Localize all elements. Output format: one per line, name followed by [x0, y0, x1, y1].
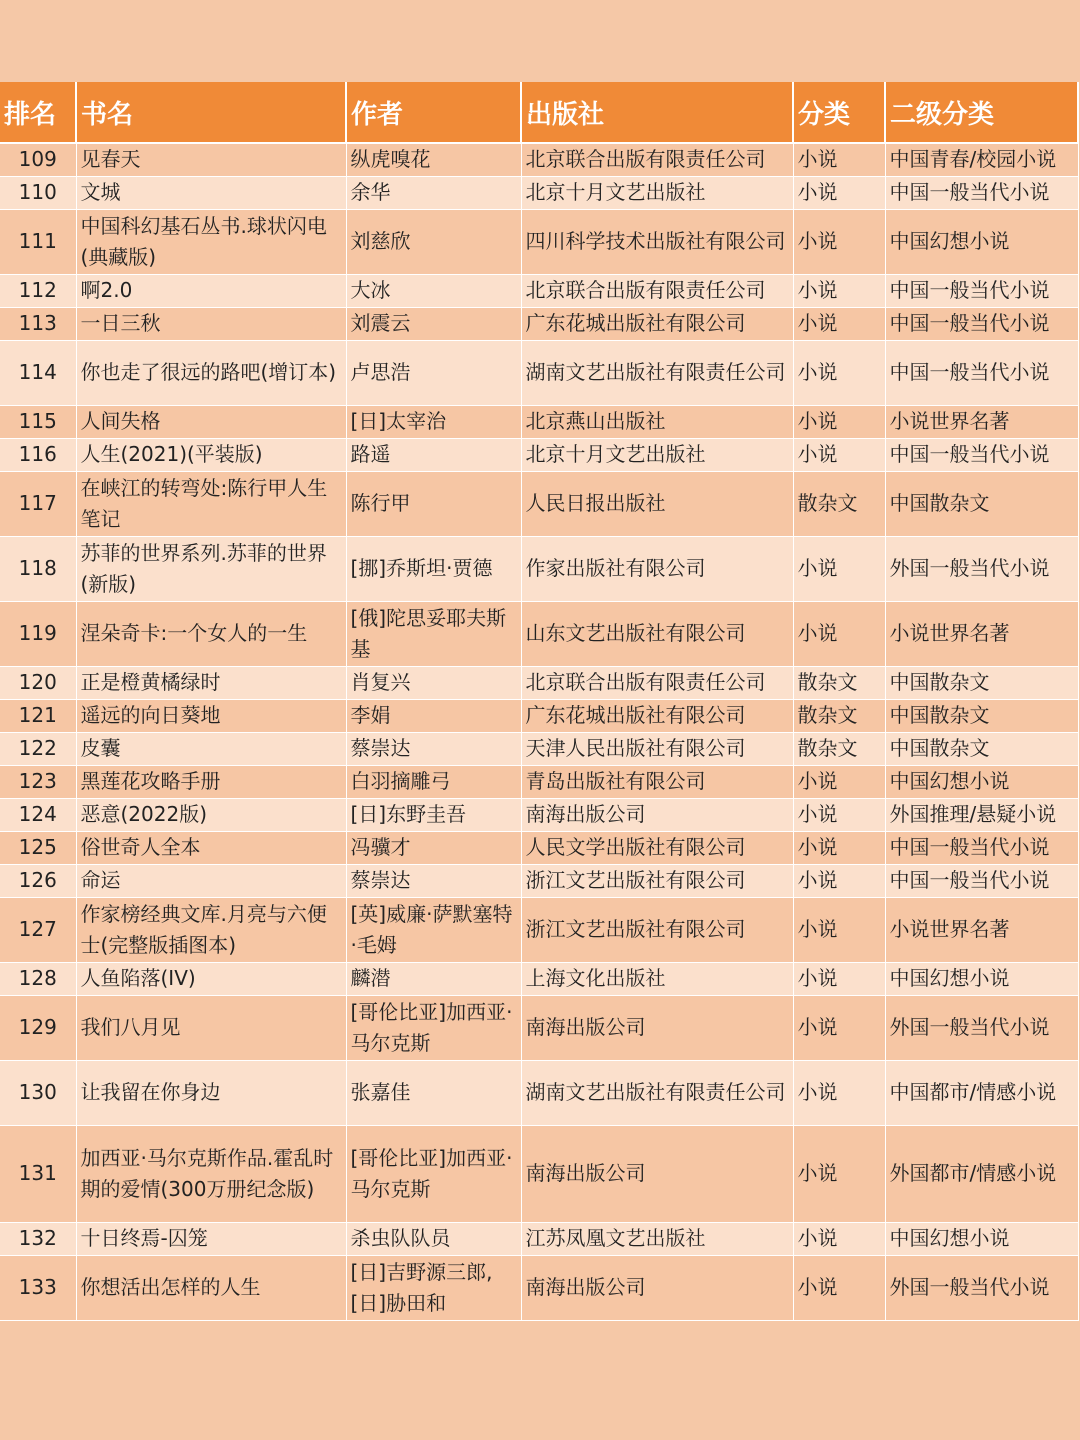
title-cell: 皮囊 [76, 732, 346, 765]
subcategory-cell: 小说世界名著 [885, 405, 1078, 438]
rank-cell: 133 [0, 1255, 76, 1320]
category-cell: 小说 [793, 209, 885, 274]
author-cell: [哥伦比亚]加西亚·马尔克斯 [346, 1125, 521, 1222]
publisher-cell: 北京十月文艺出版社 [521, 438, 793, 471]
category-cell: 小说 [793, 1125, 885, 1222]
category-cell: 小说 [793, 438, 885, 471]
table-row [0, 798, 1078, 831]
rank-cell: 111 [0, 209, 76, 274]
table-row [0, 1060, 1078, 1125]
rank-cell: 132 [0, 1222, 76, 1255]
subcategory-cell: 中国一般当代小说 [885, 340, 1078, 405]
table-row [0, 274, 1078, 307]
category-cell: 小说 [793, 340, 885, 405]
category-cell: 小说 [793, 1222, 885, 1255]
title-cell: 苏菲的世界系列.苏菲的世界(新版) [76, 536, 346, 601]
publisher-cell: 南海出版公司 [521, 995, 793, 1060]
table-row [0, 897, 1078, 962]
category-cell: 小说 [793, 176, 885, 209]
rank-cell: 125 [0, 831, 76, 864]
publisher-cell: 青岛出版社有限公司 [521, 765, 793, 798]
subcategory-cell: 中国散杂文 [885, 732, 1078, 765]
title-cell: 啊2.0 [76, 274, 346, 307]
book-ranking-table [0, 82, 1079, 1321]
author-cell: 路遥 [346, 438, 521, 471]
rank-cell: 124 [0, 798, 76, 831]
rank-cell: 110 [0, 176, 76, 209]
subcategory-cell: 中国一般当代小说 [885, 438, 1078, 471]
rank-cell: 129 [0, 995, 76, 1060]
table-row [0, 765, 1078, 798]
publisher-cell: 北京联合出版有限责任公司 [521, 666, 793, 699]
rank-cell: 109 [0, 143, 76, 176]
rank-cell: 131 [0, 1125, 76, 1222]
publisher-cell: 湖南文艺出版社有限责任公司 [521, 1060, 793, 1125]
publisher-cell: 浙江文艺出版社有限公司 [521, 864, 793, 897]
publisher-cell: 浙江文艺出版社有限公司 [521, 897, 793, 962]
rank-cell: 115 [0, 405, 76, 438]
title-cell: 你也走了很远的路吧(增订本) [76, 340, 346, 405]
publisher-cell: 作家出版社有限公司 [521, 536, 793, 601]
rank-cell: 116 [0, 438, 76, 471]
rank-cell: 112 [0, 274, 76, 307]
rank-cell: 120 [0, 666, 76, 699]
rank-cell: 126 [0, 864, 76, 897]
publisher-cell: 北京燕山出版社 [521, 405, 793, 438]
table-row [0, 699, 1078, 732]
header-author: 作者 [346, 82, 521, 143]
table-row [0, 143, 1078, 176]
rank-cell: 123 [0, 765, 76, 798]
subcategory-cell: 中国都市/情感小说 [885, 1060, 1078, 1125]
table-row [0, 340, 1078, 405]
author-cell: 刘震云 [346, 307, 521, 340]
category-cell: 小说 [793, 798, 885, 831]
title-cell: 一日三秋 [76, 307, 346, 340]
author-cell: [俄]陀思妥耶夫斯基 [346, 601, 521, 666]
table-row [0, 831, 1078, 864]
category-cell: 散杂文 [793, 666, 885, 699]
author-cell: 纵虎嗅花 [346, 143, 521, 176]
author-cell: 刘慈欣 [346, 209, 521, 274]
table-row [0, 307, 1078, 340]
subcategory-cell: 外国一般当代小说 [885, 995, 1078, 1060]
table-row [0, 471, 1078, 536]
subcategory-cell: 中国青春/校园小说 [885, 143, 1078, 176]
subcategory-cell: 中国一般当代小说 [885, 864, 1078, 897]
table-row [0, 864, 1078, 897]
table-row [0, 1125, 1078, 1222]
title-cell: 加西亚·马尔克斯作品.霍乱时期的爱情(300万册纪念版) [76, 1125, 346, 1222]
author-cell: [日]东野圭吾 [346, 798, 521, 831]
rank-cell: 118 [0, 536, 76, 601]
category-cell: 小说 [793, 962, 885, 995]
title-cell: 人间失格 [76, 405, 346, 438]
rank-cell: 130 [0, 1060, 76, 1125]
category-cell: 散杂文 [793, 699, 885, 732]
header-row [0, 82, 1078, 143]
table-row [0, 176, 1078, 209]
author-cell: 余华 [346, 176, 521, 209]
table-row [0, 536, 1078, 601]
author-cell: 陈行甲 [346, 471, 521, 536]
author-cell: 大冰 [346, 274, 521, 307]
title-cell: 见春天 [76, 143, 346, 176]
title-cell: 命运 [76, 864, 346, 897]
category-cell: 小说 [793, 307, 885, 340]
subcategory-cell: 中国幻想小说 [885, 962, 1078, 995]
table-row [0, 209, 1078, 274]
subcategory-cell: 中国散杂文 [885, 471, 1078, 536]
publisher-cell: 北京联合出版有限责任公司 [521, 143, 793, 176]
subcategory-cell: 中国幻想小说 [885, 209, 1078, 274]
title-cell: 人鱼陷落(IV) [76, 962, 346, 995]
category-cell: 小说 [793, 897, 885, 962]
publisher-cell: 南海出版公司 [521, 1125, 793, 1222]
table-row [0, 1255, 1078, 1320]
title-cell: 正是橙黄橘绿时 [76, 666, 346, 699]
subcategory-cell: 中国散杂文 [885, 699, 1078, 732]
publisher-cell: 广东花城出版社有限公司 [521, 699, 793, 732]
category-cell: 散杂文 [793, 732, 885, 765]
table-row [0, 732, 1078, 765]
publisher-cell: 人民日报出版社 [521, 471, 793, 536]
title-cell: 人生(2021)(平装版) [76, 438, 346, 471]
publisher-cell: 湖南文艺出版社有限责任公司 [521, 340, 793, 405]
publisher-cell: 北京联合出版有限责任公司 [521, 274, 793, 307]
title-cell: 在峡江的转弯处:陈行甲人生笔记 [76, 471, 346, 536]
subcategory-cell: 小说世界名著 [885, 601, 1078, 666]
header-subcategory: 二级分类 [885, 82, 1078, 143]
category-cell: 小说 [793, 143, 885, 176]
rank-cell: 113 [0, 307, 76, 340]
subcategory-cell: 小说世界名著 [885, 897, 1078, 962]
category-cell: 小说 [793, 1255, 885, 1320]
category-cell: 小说 [793, 405, 885, 438]
publisher-cell: 四川科学技术出版社有限公司 [521, 209, 793, 274]
category-cell: 小说 [793, 765, 885, 798]
author-cell: 李娟 [346, 699, 521, 732]
title-cell: 俗世奇人全本 [76, 831, 346, 864]
rank-cell: 121 [0, 699, 76, 732]
subcategory-cell: 中国一般当代小说 [885, 307, 1078, 340]
subcategory-cell: 中国幻想小说 [885, 765, 1078, 798]
category-cell: 小说 [793, 831, 885, 864]
title-cell: 文城 [76, 176, 346, 209]
category-cell: 散杂文 [793, 471, 885, 536]
title-cell: 中国科幻基石丛书.球状闪电(典藏版) [76, 209, 346, 274]
table-row [0, 962, 1078, 995]
publisher-cell: 人民文学出版社有限公司 [521, 831, 793, 864]
title-cell: 黑莲花攻略手册 [76, 765, 346, 798]
author-cell: 白羽摘雕弓 [346, 765, 521, 798]
table-row [0, 438, 1078, 471]
publisher-cell: 南海出版公司 [521, 1255, 793, 1320]
subcategory-cell: 中国一般当代小说 [885, 176, 1078, 209]
publisher-cell: 广东花城出版社有限公司 [521, 307, 793, 340]
title-cell: 十日终焉-囚笼 [76, 1222, 346, 1255]
publisher-cell: 上海文化出版社 [521, 962, 793, 995]
title-cell: 我们八月见 [76, 995, 346, 1060]
rank-cell: 127 [0, 897, 76, 962]
publisher-cell: 天津人民出版社有限公司 [521, 732, 793, 765]
subcategory-cell: 外国推理/悬疑小说 [885, 798, 1078, 831]
header-category: 分类 [793, 82, 885, 143]
author-cell: [日]太宰治 [346, 405, 521, 438]
header-rank: 排名 [0, 82, 76, 143]
author-cell: 麟潜 [346, 962, 521, 995]
author-cell: [日]吉野源三郎,[日]胁田和 [346, 1255, 521, 1320]
category-cell: 小说 [793, 274, 885, 307]
table-row [0, 995, 1078, 1060]
author-cell: 冯骥才 [346, 831, 521, 864]
title-cell: 作家榜经典文库.月亮与六便士(完整版插图本) [76, 897, 346, 962]
table-row [0, 405, 1078, 438]
subcategory-cell: 中国一般当代小说 [885, 831, 1078, 864]
rank-cell: 117 [0, 471, 76, 536]
subcategory-cell: 中国幻想小说 [885, 1222, 1078, 1255]
title-cell: 你想活出怎样的人生 [76, 1255, 346, 1320]
publisher-cell: 南海出版公司 [521, 798, 793, 831]
table-row [0, 601, 1078, 666]
author-cell: 张嘉佳 [346, 1060, 521, 1125]
title-cell: 恶意(2022版) [76, 798, 346, 831]
title-cell: 涅朵奇卡:一个女人的一生 [76, 601, 346, 666]
title-cell: 遥远的向日葵地 [76, 699, 346, 732]
author-cell: 卢思浩 [346, 340, 521, 405]
header-publisher: 出版社 [521, 82, 793, 143]
category-cell: 小说 [793, 864, 885, 897]
subcategory-cell: 中国散杂文 [885, 666, 1078, 699]
subcategory-cell: 外国一般当代小说 [885, 1255, 1078, 1320]
rank-cell: 119 [0, 601, 76, 666]
subcategory-cell: 外国一般当代小说 [885, 536, 1078, 601]
subcategory-cell: 中国一般当代小说 [885, 274, 1078, 307]
author-cell: [挪]乔斯坦·贾德 [346, 536, 521, 601]
publisher-cell: 北京十月文艺出版社 [521, 176, 793, 209]
author-cell: [哥伦比亚]加西亚·马尔克斯 [346, 995, 521, 1060]
category-cell: 小说 [793, 1060, 885, 1125]
author-cell: 蔡崇达 [346, 864, 521, 897]
category-cell: 小说 [793, 995, 885, 1060]
table-row [0, 1222, 1078, 1255]
author-cell: 肖复兴 [346, 666, 521, 699]
header-title: 书名 [76, 82, 346, 143]
subcategory-cell: 外国都市/情感小说 [885, 1125, 1078, 1222]
table-row [0, 666, 1078, 699]
publisher-cell: 江苏凤凰文艺出版社 [521, 1222, 793, 1255]
table-body [0, 143, 1078, 1320]
rank-cell: 114 [0, 340, 76, 405]
author-cell: 蔡崇达 [346, 732, 521, 765]
rank-cell: 122 [0, 732, 76, 765]
title-cell: 让我留在你身边 [76, 1060, 346, 1125]
category-cell: 小说 [793, 601, 885, 666]
category-cell: 小说 [793, 536, 885, 601]
publisher-cell: 山东文艺出版社有限公司 [521, 601, 793, 666]
author-cell: 杀虫队队员 [346, 1222, 521, 1255]
author-cell: [英]威廉·萨默塞特·毛姆 [346, 897, 521, 962]
rank-cell: 128 [0, 962, 76, 995]
